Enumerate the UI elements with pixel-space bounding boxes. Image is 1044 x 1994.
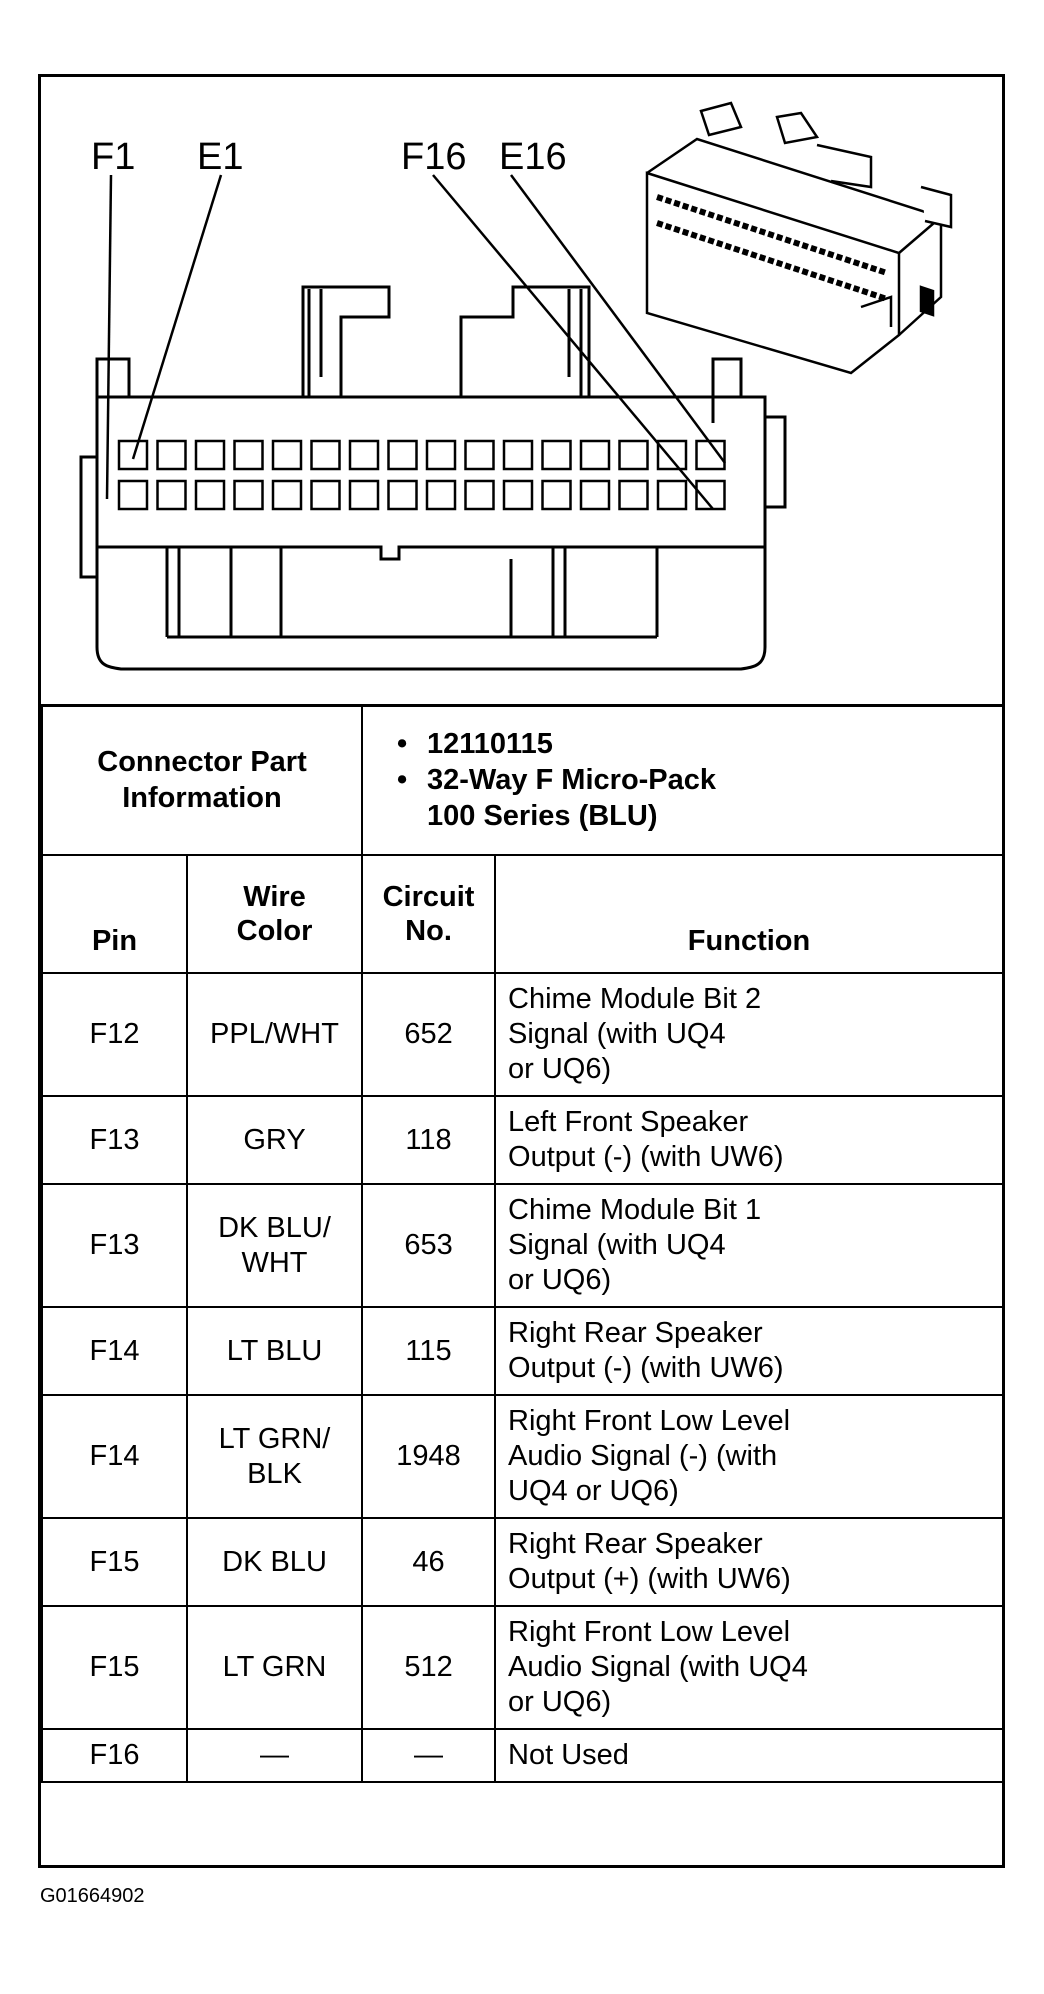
connector-info-label: Connector Part Information [42,705,362,855]
circuit-cell: 115 [362,1307,495,1395]
pin-cavity [196,481,224,509]
pin-cavity [312,481,340,509]
pin-cavity [427,481,455,509]
circuit-cell: 512 [362,1606,495,1729]
function-cell: Right Front Low Level Audio Signal (with UQ4 or UQ6) [495,1606,1003,1729]
pin-cell: F15 [42,1606,187,1729]
header-circuit: Circuit No. [362,855,495,973]
figure-frame [38,74,1005,1868]
table-body [42,973,1003,1782]
wire-color-cell: LT GRN [187,1606,362,1729]
pin-cavity [312,441,340,469]
pin-cavity [158,441,186,469]
pin-cavity [273,441,301,469]
pin-cell: F13 [42,1096,187,1184]
connector-diagram [41,77,1002,707]
pin-cell: F12 [42,973,187,1096]
pin-cavity [158,481,186,509]
function-cell: Chime Module Bit 1 Signal (with UQ4 or UQ6) [495,1184,1003,1307]
pin-cavity [504,441,532,469]
pin-cavity [620,441,648,469]
function-cell: Not Used [495,1729,1003,1782]
callout-f1: F1 [91,136,136,178]
table-row [42,1395,1003,1518]
function-cell: Right Rear Speaker Output (+) (with UW6) [495,1518,1003,1606]
pin-cavity [389,481,417,509]
pin-cell: F14 [42,1395,187,1518]
pin-cavity [350,441,378,469]
pin-cavity [543,441,571,469]
pin-cavity [466,441,494,469]
function-cell: Right Front Low Level Audio Signal (-) (with UQ4 or UQ6) [495,1395,1003,1518]
function-cell: Right Rear Speaker Output (-) (with UW6) [495,1307,1003,1395]
function-cell: Left Front Speaker Output (-) (with UW6) [495,1096,1003,1184]
wire-color-cell: — [187,1729,362,1782]
connector-info-row [42,705,1003,855]
table-row [42,1096,1003,1184]
pin-cell: F13 [42,1184,187,1307]
function-cell: Chime Module Bit 2 Signal (with UQ4 or UQ6) [495,973,1003,1096]
circuit-cell: 1948 [362,1395,495,1518]
pin-cavity [389,441,417,469]
pin-cell: F15 [42,1518,187,1606]
pinout-table [41,704,1004,1783]
part-number: • 12110115 [397,726,1002,762]
pin-cavity [350,481,378,509]
connector-drawing [41,77,1002,704]
table-row [42,1606,1003,1729]
callout-e16: E16 [499,136,567,178]
connector-housing [81,287,785,669]
table-row [42,1307,1003,1395]
header-function: Function [495,855,1003,973]
pin-cavity [658,481,686,509]
circuit-cell: 118 [362,1096,495,1184]
circuit-cell: 653 [362,1184,495,1307]
pin-cavity [119,481,147,509]
pin-cell: F16 [42,1729,187,1782]
table-row [42,1518,1003,1606]
wire-color-cell: GRY [187,1096,362,1184]
connector-3d-illustration [647,103,951,373]
pin-cavity [581,481,609,509]
header-pin: Pin [42,855,187,973]
pin-cavity [620,481,648,509]
pin-cavity [427,441,455,469]
table-row [42,1729,1003,1782]
circuit-cell: — [362,1729,495,1782]
connector-description: • 32-Way F Micro-Pack 100 Series (BLU) [397,762,1002,834]
table-row [42,973,1003,1096]
pin-cavity [235,481,263,509]
circuit-cell: 652 [362,973,495,1096]
pin-cavity [543,481,571,509]
pin-cavity [466,481,494,509]
figure-id: G01664902 [40,1885,145,1907]
wire-color-cell: PPL/WHT [187,973,362,1096]
table-row [42,1184,1003,1307]
pin-cell: F14 [42,1307,187,1395]
table-header-row [42,855,1003,973]
pin-cavity [196,441,224,469]
callout-f16: F16 [401,136,467,178]
wire-color-cell: LT GRN/ BLK [187,1395,362,1518]
wire-color-cell: LT BLU [187,1307,362,1395]
header-wire-color: Wire Color [187,855,362,973]
pin-cavity-grid [119,441,725,509]
circuit-cell: 46 [362,1518,495,1606]
connector-info-details [362,705,1003,855]
callout-e1: E1 [197,136,244,178]
wire-color-cell: DK BLU [187,1518,362,1606]
pin-cavity [658,441,686,469]
pin-cavity [581,441,609,469]
pin-cavity [273,481,301,509]
pin-cavity [504,481,532,509]
pin-cavity [235,441,263,469]
wire-color-cell: DK BLU/ WHT [187,1184,362,1307]
